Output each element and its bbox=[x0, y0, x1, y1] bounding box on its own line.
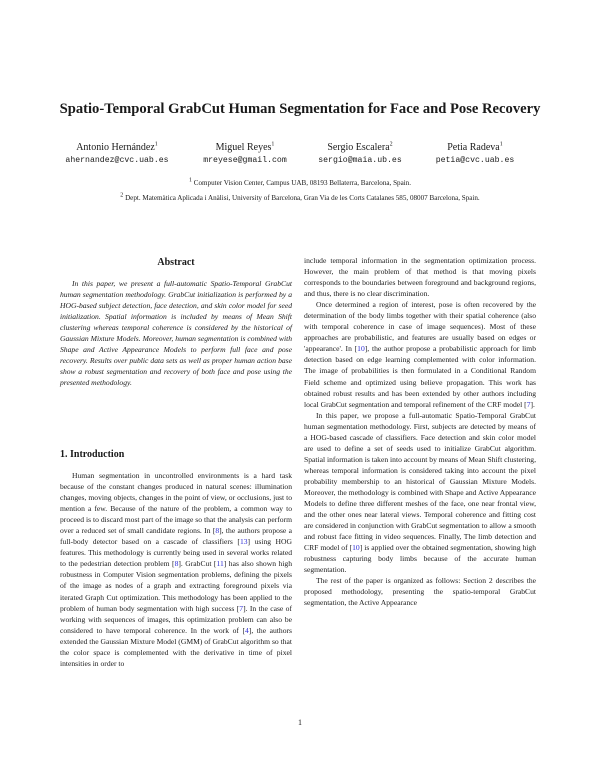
author-name: Antonio Hernández bbox=[76, 142, 155, 153]
body-text: ]. In the case of working with sequences of images, this optimization problem can also be considered to have temporal coherence. In the work of [ bbox=[60, 603, 292, 635]
citation-link[interactable]: 8 bbox=[215, 526, 220, 536]
author-3 bbox=[305, 142, 415, 165]
author-email[interactable]: sergio@maia.ub.es bbox=[318, 156, 402, 165]
body-text: ], the author propose a probabilistic approach for limb detection based on edge learning complemented with color information. The image of probabilities is then formulated in a Conditional Random Field scheme and optimized using believe propagation. This work has obtained robust results and has been extended by other authors including local GrabCut segmentation and temporal refinement of the CRF model [ bbox=[304, 344, 536, 409]
body-text: Human segmentation in uncontrolled environments is a hard task because of the constant changes produced in natural scenes: illumination changes, moving objects, changes in the point of view, or occlusions, just to mention a few. Because of the nature of the problem, a common way to proceed is to discard most part of the image so that the analysis can perform over a reduced set of small candidate regions. In [ bbox=[60, 471, 292, 536]
affil-mark: 2 bbox=[120, 192, 124, 199]
abstract-heading: Abstract bbox=[157, 257, 195, 268]
right-column bbox=[304, 255, 536, 609]
citation-link[interactable]: 10 bbox=[357, 344, 365, 354]
body-text: Once determined a region of interest, pose is often recovered by the determination of the body limbs together with their spatial coherence (also with temporal coherence in case of image sequences). Most of these approaches are probabilistic, and features are usually based on edges or 'appearance'. In [ bbox=[304, 300, 536, 354]
affil-mark: 1 bbox=[271, 141, 275, 148]
intro-paragraph-4: The rest of the paper is organized as follows: Section 2 describes the proposed methodology, presenting the spatio-temporal GrabCut segmentation, the Active Appearance bbox=[304, 576, 536, 608]
author-4 bbox=[420, 142, 530, 165]
author-email[interactable]: ahernandez@cvc.uab.es bbox=[65, 156, 169, 165]
citation-link[interactable]: 10 bbox=[352, 543, 360, 553]
body-text: ]. GrabCut [ bbox=[178, 559, 217, 569]
affiliation-2 bbox=[0, 194, 600, 202]
author-email[interactable]: mreyese@gmail.com bbox=[203, 156, 287, 165]
affiliation-text: Dept. Matemàtica Aplicada i Anàlisi, University of Barcelona, Gran Via de les Corts Catalanes 585, 08007 Barcelona, Spain. bbox=[125, 194, 480, 202]
author-1 bbox=[52, 142, 182, 165]
author-name: Sergio Escalera bbox=[327, 142, 390, 153]
affiliation-text: Computer Vision Center, Campus UAB, 08193 Bellaterra, Barcelona, Spain. bbox=[193, 179, 412, 187]
body-text: ] using HOG features. This methodology is currently being used in several works related to the pedestrian detection problem [ bbox=[60, 537, 293, 569]
citation-link[interactable]: 7 bbox=[526, 399, 531, 409]
author-name: Petia Radeva bbox=[447, 142, 500, 153]
paper-title: Spatio-Temporal GrabCut Human Segmentation for Face and Pose Recovery bbox=[59, 101, 541, 117]
author-2 bbox=[190, 142, 300, 165]
body-text: ] is applied over the obtained segmentation, showing high robustness capturing body limbs because of the accurate human segmentation. bbox=[304, 543, 536, 575]
left-column bbox=[60, 470, 292, 669]
intro-paragraph-1 bbox=[60, 470, 292, 669]
affil-mark: 1 bbox=[188, 177, 192, 184]
page-number: 1 bbox=[298, 718, 302, 727]
intro-paragraph-2 bbox=[304, 299, 536, 409]
abstract-body bbox=[60, 278, 292, 388]
author-email[interactable]: petia@cvc.uab.es bbox=[435, 156, 515, 165]
affil-mark: 1 bbox=[154, 141, 158, 148]
intro-heading: 1. Introduction bbox=[60, 449, 125, 460]
affiliation-1 bbox=[0, 179, 600, 187]
body-text: ], the authors extended the Gaussian Mixture Model (GMM) of GrabCut algorithm so that the color space is complemented with the derivative in time of pixel intensities in order to bbox=[60, 625, 292, 668]
affil-mark: 2 bbox=[389, 141, 393, 148]
citation-link[interactable]: 8 bbox=[174, 559, 179, 569]
abstract-paragraph: In this paper, we present a full-automatic Spatio-Temporal GrabCut human segmentation methodology. GrabCut initialization is performed by a HOG-based subject detection, face detection, and skin color model for seed initialization. Spatial information is included by means of Mean Shift clustering whereas temporal coherence is considered by the historical of Gaussian Mixture Models. Moreover, human segmentation is combined with Shape and Active Appearance Models to perform full face and pose recovery. Results over public data sets as well as proper human action base show a robust segmentation and recovery of both face and pose using the presented methodology. bbox=[60, 279, 292, 388]
body-text: ]. bbox=[530, 399, 535, 409]
body-text: ], the authors propose a full-body detector based on a cascade of classifiers [ bbox=[60, 526, 292, 547]
citation-link[interactable]: 4 bbox=[245, 625, 249, 635]
citation-link[interactable]: 13 bbox=[239, 537, 248, 547]
citation-link[interactable]: 11 bbox=[216, 559, 224, 569]
citation-link[interactable]: 7 bbox=[239, 603, 244, 613]
body-text: ] has also shown high robustness in Computer Vision segmentation problems, defining the pixels of the image as nodes of a graph and extracting foreground pixels via iterated Graph Cut optimization. This methodology has been applied to the problem of human body segmentation with high success [ bbox=[60, 559, 292, 613]
intro-paragraph-cont: include temporal information in the segmentation optimization process. However, the main problem of that method is that moving pixels corresponds to the boundaries between foreground and background regions, and thus, there is no clear discrimination. bbox=[304, 256, 536, 299]
intro-paragraph-3 bbox=[304, 410, 536, 576]
body-text: In this paper, we propose a full-automatic Spatio-Temporal GrabCut human segmentation methodology. First, subjects are detected by means of a HOG-based cascade of classifiers. Face detection and skin color model are used to define a set of seeds used to initialize GrabCut algorithm. Spatial information is taken into account by means of Mean Shift clustering, whereas temporal information is considered taking into account the pixel probability membership to an historical of Gaussian Mixture Models. Moreover, the methodology is combined with Shape and Active Appearance Models to define three different meshes of the face, one near frontal view, and the other ones near lateral views. Temporal coherence and fitting cost are considered in conjunction with GrabCut segmentation to allow a smooth and robust face fitting in video sequences. Finally, The limb detection and CRF model of [ bbox=[304, 410, 536, 553]
author-name: Miguel Reyes bbox=[215, 142, 272, 153]
affil-mark: 1 bbox=[499, 141, 503, 148]
